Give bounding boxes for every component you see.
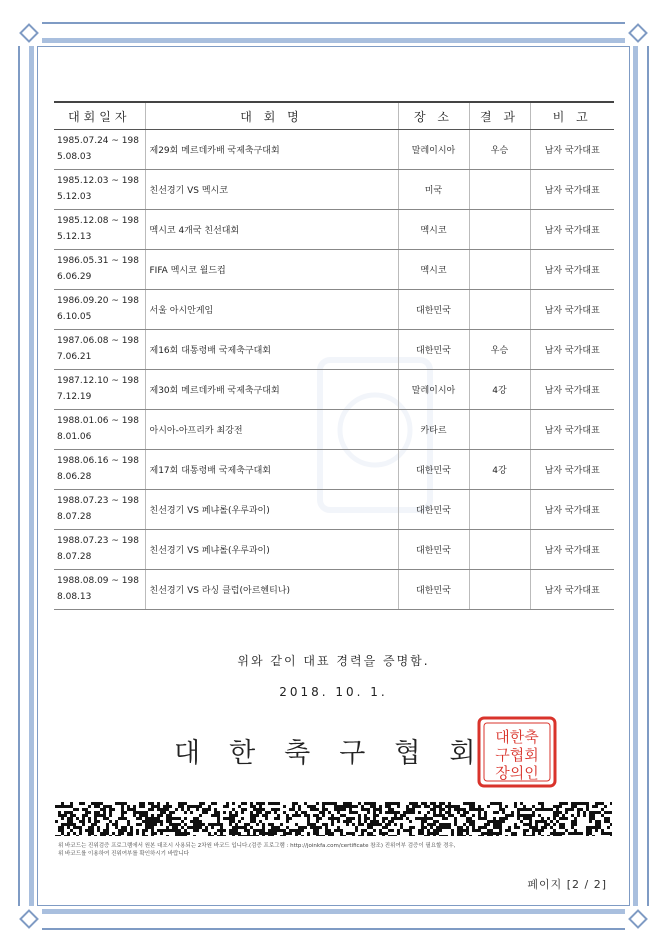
table-row (54, 130, 614, 170)
row-venue: 미국 (398, 170, 469, 210)
page-number: 페이지 [2 / 2] (527, 878, 607, 891)
row-remarks: 남자 국가대표 (530, 250, 614, 290)
row-remarks: 남자 국가대표 (530, 290, 614, 330)
notice-line-2: 위 바코드를 이용하여 진위여부를 확인하시기 바랍니다 (58, 851, 189, 857)
svg-text:구협회: 구협회 (495, 746, 539, 764)
row-date: 1986.05.31 ~ 1986.06.29 (54, 250, 145, 290)
row-result (469, 490, 530, 530)
row-result (469, 410, 530, 450)
row-competition: 친선경기 VS 라싱 클럽(아르헨티나) (145, 570, 398, 610)
row-venue: 대한민국 (398, 570, 469, 610)
row-remarks: 남자 국가대표 (530, 370, 614, 410)
row-venue: 대한민국 (398, 530, 469, 570)
row-result: 우승 (469, 130, 530, 170)
row-date: 1987.06.08 ~ 1987.06.21 (54, 330, 145, 370)
table-row (54, 570, 614, 610)
row-competition: 제29회 메르데카배 국제축구대회 (145, 130, 398, 170)
row-competition: 친선경기 VS 페냐롤(우루과이) (145, 490, 398, 530)
table-row (54, 370, 614, 410)
corner-ornament-top-right (625, 20, 651, 46)
row-competition: 제30회 메르데카배 국제축구대회 (145, 370, 398, 410)
row-remarks: 남자 국가대표 (530, 130, 614, 170)
row-venue: 말레이시아 (398, 370, 469, 410)
issue-date: 2018. 10. 1. (279, 685, 388, 699)
row-remarks: 남자 국가대표 (530, 210, 614, 250)
row-date: 1988.06.16 ~ 1988.06.28 (54, 450, 145, 490)
row-date: 1988.07.23 ~ 1988.07.28 (54, 530, 145, 570)
row-date: 1988.08.09 ~ 1988.08.13 (54, 570, 145, 610)
authentication-barcode (55, 802, 612, 836)
header-competition: 대 회 명 (145, 102, 398, 130)
row-competition: 친선경기 VS 멕시코 (145, 170, 398, 210)
row-date: 1988.01.06 ~ 1988.01.06 (54, 410, 145, 450)
row-competition: 제16회 대통령배 국제축구대회 (145, 330, 398, 370)
table-row (54, 490, 614, 530)
row-competition: 멕시코 4개국 친선대회 (145, 210, 398, 250)
table-row (54, 330, 614, 370)
table-header-row (54, 102, 614, 130)
row-result (469, 570, 530, 610)
row-remarks: 남자 국가대표 (530, 490, 614, 530)
row-venue: 대한민국 (398, 490, 469, 530)
row-venue: 카타르 (398, 410, 469, 450)
table-row (54, 170, 614, 210)
row-venue: 멕시코 (398, 210, 469, 250)
row-competition: 제17회 대통령배 국제축구대회 (145, 450, 398, 490)
row-result (469, 290, 530, 330)
row-remarks: 남자 국가대표 (530, 530, 614, 570)
row-result (469, 250, 530, 290)
row-venue: 멕시코 (398, 250, 469, 290)
corner-ornament-top-left (16, 20, 42, 46)
corner-ornament-bottom-left (16, 906, 42, 932)
row-date: 1988.07.23 ~ 1988.07.28 (54, 490, 145, 530)
row-remarks: 남자 국가대표 (530, 450, 614, 490)
certification-statement: 위와 같이 대표 경력을 증명함. (237, 654, 430, 668)
row-date: 1985.12.08 ~ 1985.12.13 (54, 210, 145, 250)
row-result: 4강 (469, 450, 530, 490)
row-date: 1985.12.03 ~ 1985.12.03 (54, 170, 145, 210)
row-venue: 말레이시아 (398, 130, 469, 170)
row-date: 1987.12.10 ~ 1987.12.19 (54, 370, 145, 410)
header-remarks: 비 고 (530, 102, 614, 130)
row-competition: FIFA 멕시코 월드컵 (145, 250, 398, 290)
svg-text:대한축: 대한축 (495, 728, 539, 746)
issuer-name: 대한축구협회 (174, 738, 505, 769)
table-row (54, 250, 614, 290)
table-row (54, 290, 614, 330)
row-remarks: 남자 국가대표 (530, 570, 614, 610)
header-date: 대회일자 (54, 102, 145, 130)
row-remarks: 남자 국가대표 (530, 330, 614, 370)
svg-text:장의인: 장의인 (495, 764, 539, 782)
row-result: 우승 (469, 330, 530, 370)
header-venue: 장 소 (398, 102, 469, 130)
header-result: 결 과 (469, 102, 530, 130)
official-seal-stamp (476, 715, 558, 789)
row-date: 1985.07.24 ~ 1985.08.03 (54, 130, 145, 170)
table-row (54, 210, 614, 250)
row-result (469, 530, 530, 570)
table-row (54, 530, 614, 570)
row-date: 1986.09.20 ~ 1986.10.05 (54, 290, 145, 330)
row-result (469, 210, 530, 250)
row-result: 4강 (469, 370, 530, 410)
barcode-notice (58, 842, 618, 858)
row-competition: 친선경기 VS 페냐롤(우루과이) (145, 530, 398, 570)
row-remarks: 남자 국가대표 (530, 410, 614, 450)
notice-line-1: 위 바코드는 진위검증 프로그램에서 원본 대조시 사용되는 2차원 바코드 입니다.(검증 프로그램 : http://joinkfa.com/certificate 참조) 진위여부 검증이 필요할 경우, (58, 843, 456, 849)
row-competition: 서울 아시안게임 (145, 290, 398, 330)
row-competition: 아시아-아프리카 최강전 (145, 410, 398, 450)
row-venue: 대한민국 (398, 290, 469, 330)
row-remarks: 남자 국가대표 (530, 170, 614, 210)
row-venue: 대한민국 (398, 330, 469, 370)
row-venue: 대한민국 (398, 450, 469, 490)
career-records-table (54, 101, 614, 610)
table-row (54, 450, 614, 490)
corner-ornament-bottom-right (625, 906, 651, 932)
row-result (469, 170, 530, 210)
table-row (54, 410, 614, 450)
